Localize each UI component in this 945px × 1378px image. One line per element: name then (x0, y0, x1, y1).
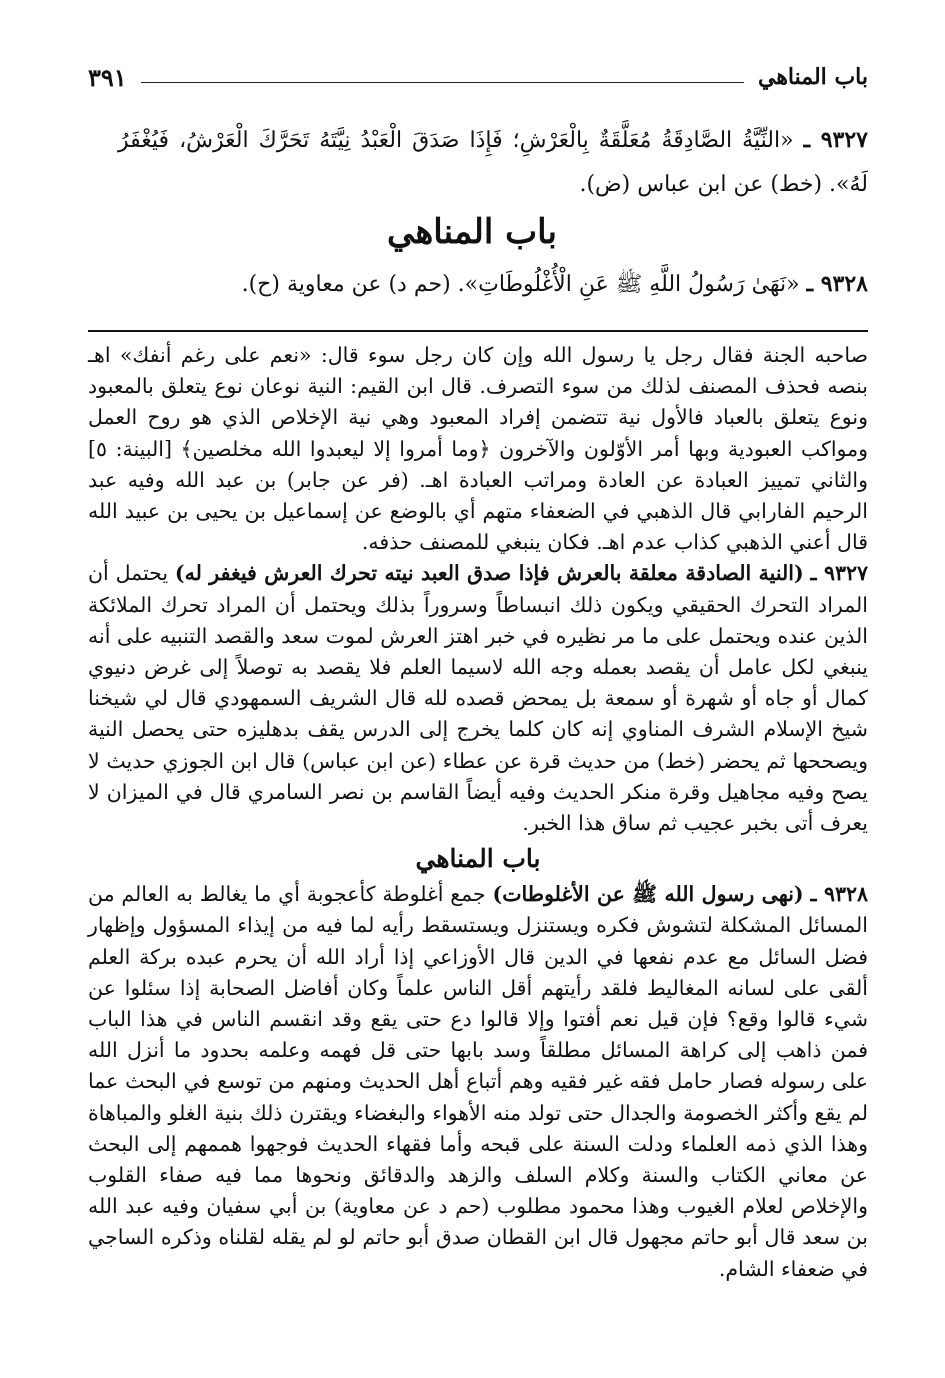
hadith-9328-paragraph (200, 262, 868, 307)
commentary-9327 (88, 558, 868, 839)
commentary-9327-lemma: (النية الصادقة معلقة بالعرش فإذا صدق العبد نيته تحرك العرش فيغفر له) (174, 561, 804, 586)
commentary-paragraph-1: صاحبه الجنة فقال رجل يا رسول الله وإن كان رجل سوء قال: «نعم على رغم أنفك» اهـ بنصه فحذف المصنف لذلك من سوء التصرف. قال ابن القيم: النية نوعان نوع يتعلق بالمعبود ونوع يتعلق بالعباد فالأول نية تتضمن إفراد المعبود وهي نية الإخلاص الذي هو روح العمل ومواكب العبودية وبها أمر الأوّلون والآخرون ﴿وما أمروا إلا ليعبدوا الله مخلصين﴾ [البينة: ٥] والثاني تمييز العبادة عن العادة ومراتب العبادة اهـ. (فر عن جابر) بن عبد الله وفيه عبد الرحيم الفارابي قال الذهبي في الضعفاء متهم أي بالوضع عن إسماعيل بن يحيى بن عبيد الله قال أعني الذهبي كذاب عدم اهـ. فكان ينبغي للمصنف حذفه. (88, 343, 868, 555)
commentary-section (88, 340, 868, 1285)
header-rule (141, 82, 744, 83)
hadith-9327-paragraph (118, 118, 868, 207)
commentary-9328 (88, 879, 868, 1285)
commentary-9327-text: يحتمل أن المراد التحرك الحقيقي ويكون ذلك انبساطاً وسروراً بذلك ويحتمل أن المراد تحرك الملائكة الذين عنده ويحتمل على ما مر نظيره في خبر اهتز العرش لموت سعد والقصد التنبيه على أنه ينبغي لكل عامل أن يقصد بعمله وجه الله لاسيما العلم فلا يقصد به توصلاً إلى غرض دنيوي كمال أو جاه أو شهرة أو سمعة بل يمحض قصده لله قال الشريف السمهودي قال لي شيخنا شيخ الإسلام الشرف المناوي إنه كان كلما يخرج إلى الدرس يقف بدهليزه حتى يحصل النية ويصححها ثم يحضر (خط) من حديث قرة عن عطاء (عن ابن عباس) قال ابن الجوزي حديث لا يصح وفيه مجاهيل وقرة منكر الحديث وفيه أيضاً القاسم بن نصر السامري قال في الميزان لا يعرف أتى بخبر عجيب ثم ساق هذا الخبر. (88, 561, 868, 836)
commentary-chapter-title: باب المناهي (415, 844, 541, 874)
commentary-9328-text: جمع أغلوطة كأعجوبة أي ما يغالط به العالم من المسائل المشكلة لتشوش فكره ويستنزل ويستسقط رأيه لما فيه من إيذاء المسؤول وإظهار فضل السائل مع عدم نفعها في الدين قال الأوزاعي إذا أراد الله أن يحرم عبده بركة العلم ألقى على لسانه المغاليط فلقد رأيتهم أقل الناس علماً وكان أفاضل الصحابة إذا سئلوا عن شيء قالوا وقع؟ فإن قيل نعم أفتوا وإلا قالوا دع حتى يقع وقد انقسم الناس في هذا الباب فمن ذاهب إلى كراهة المسائل مطلقاً وسد بابها حتى قل فهمه وعلمه بحدود ما أنزل الله على رسوله فصار حامل فقه غير فقيه وهم أتباع أهل الحديث ومنهم من توسع في البحث عما لم يقع وأكثر الخصومة والجدال حتى تولد منه الأهواء والبغضاء ويقترن ذلك بنية الغلو والمباهاة وهذا الذي ذمه العلماء ودلت السنة على قبحه وأما فقهاء الحديث فوجهوا هممهم إلى البحث عن معاني الكتاب والسنة وكلام السلف والزهد والدقائق ونحوها مما فيه صفاء القلوب والإخلاص لعلام الغيوب وهذا محمود مطلوب (حم د عن معاوية) بن أبي سفيان وفيه عبد الله بن سعد قال أبو حاتم مجهول قال ابن القطان صدق أبو حاتم لو لم يقله لقلناه وذكره الساجي في ضعفاء الشام. (88, 882, 868, 1281)
hadith-9328-text: «نَهَىٰ رَسُولُ اللَّهِ ﷺ عَنِ الْأُغْلُوطَاتِ». (حم د) عن معاوية (ح). (241, 272, 800, 297)
running-header (88, 60, 868, 94)
commentary-9327-number: ٩٣٢٧ ـ (810, 561, 868, 586)
hadith-9327-number: ٩٣٢٧ ـ (803, 127, 868, 153)
commentary-9328-number: ٩٣٢٨ ـ (810, 882, 868, 907)
commentary-9328-lemma: (نهى رسول الله ﷺ عن الأغلوطات) (492, 882, 804, 907)
hadith-9328-number: ٩٣٢٨ ـ (806, 271, 868, 297)
footnote-divider (88, 330, 868, 332)
header-title: باب المناهي (757, 64, 868, 90)
hadith-9328 (200, 262, 868, 307)
page-number: ٣٩١ (88, 62, 127, 92)
hadith-9327-text: «النِّيَّةُ الصَّادِقَةُ مُعَلَّقَةٌ بِالْعَرْشِ؛ فَإِذَا صَدَقَ الْعَبْدُ نِيَّتَهُ تَحَرَّكَ الْعَرْشُ، فَيُغْفَرُ لَهُ». (خط) عن ابن عباس (ض). (118, 128, 868, 197)
chapter-title: باب المناهي (386, 212, 558, 252)
hadith-9327 (118, 118, 868, 207)
